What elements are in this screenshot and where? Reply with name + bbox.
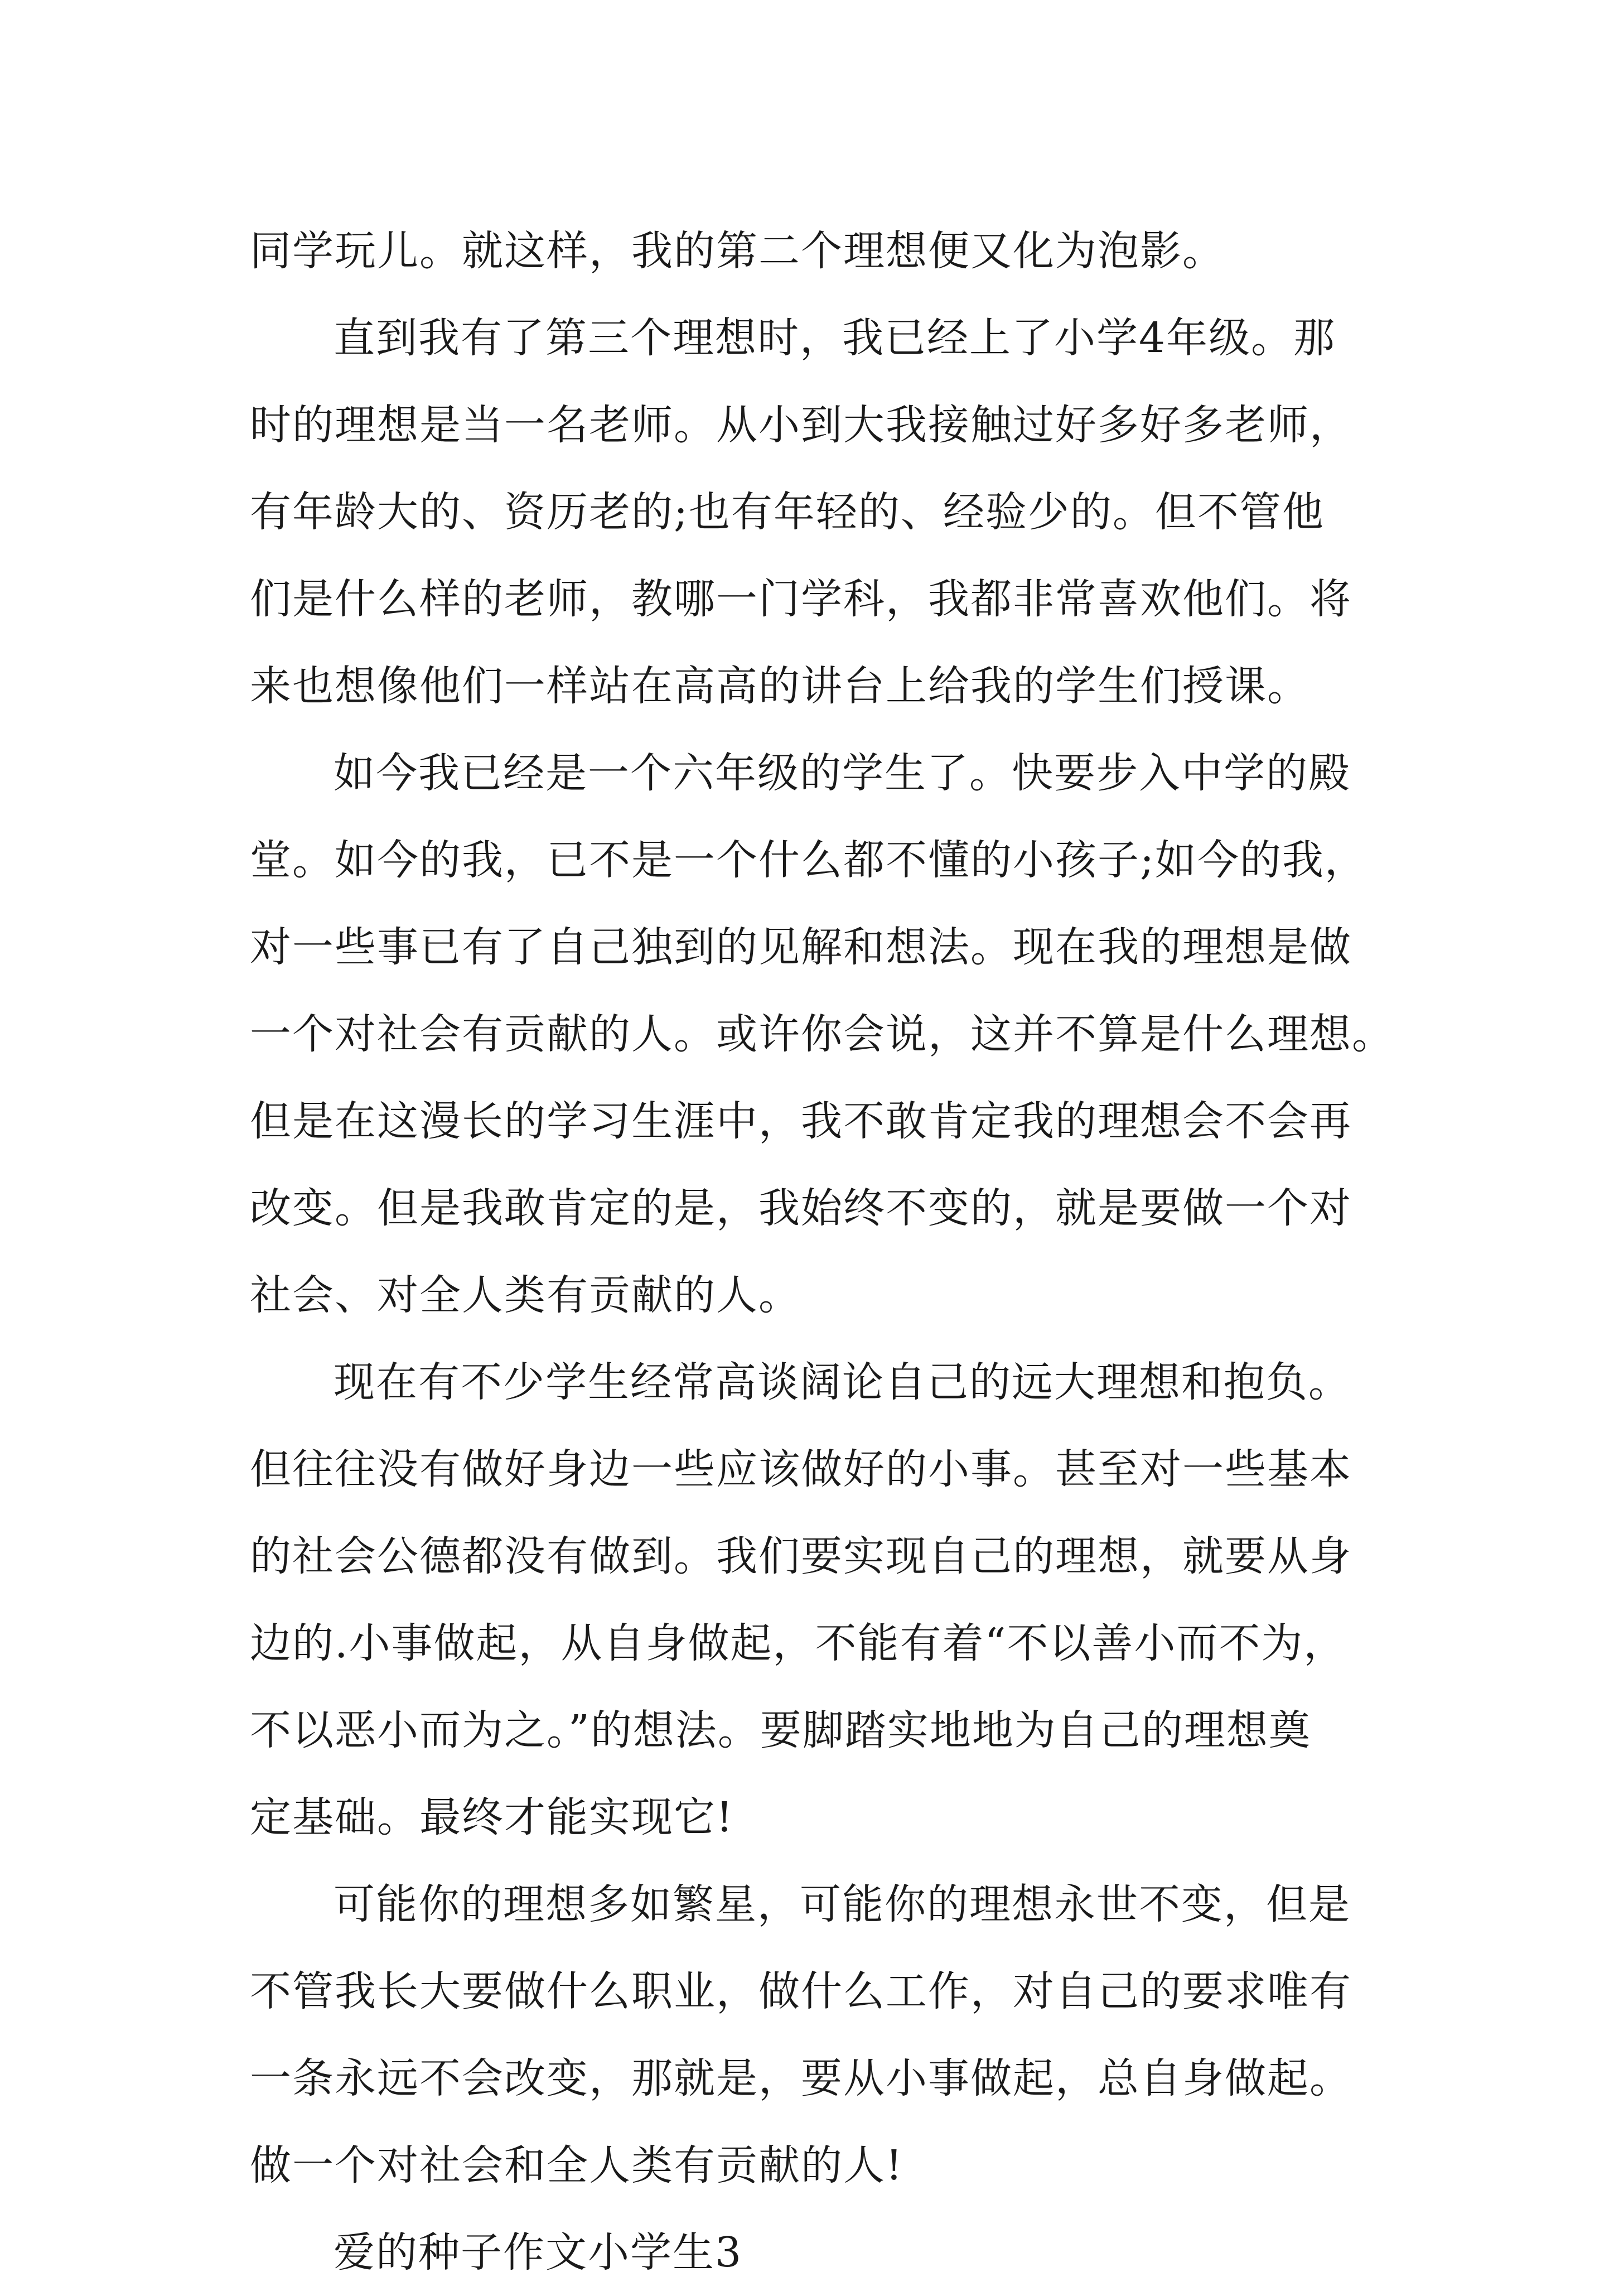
text-line: 对一些事已有了自己独到的见解和想法。现在我的理想是做 — [250, 923, 1352, 971]
text-line: 但往往没有做好身边一些应该做好的小事。甚至对一些基本 — [250, 1445, 1352, 1493]
text-line: 同学玩儿。就这样，我的第二个理想便又化为泡影。 — [250, 227, 1225, 275]
text-line: 不管我长大要做什么职业，做什么工作，对自己的要求唯有 — [250, 1967, 1352, 2015]
text-line: 不以恶小而为之。”的想法。要脚踏实地地为自己的理想奠 — [250, 1706, 1311, 1754]
text-line: 一个对社会有贡献的人。或许你会说，这并不算是什么理想。 — [250, 1010, 1394, 1058]
text-line: 堂。如今的我，已不是一个什么都不懂的小孩子;如今的我， — [250, 836, 1367, 884]
paragraph-first-line: 直到我有了第三个理想时，我已经上了小学4年级。那 — [334, 314, 1336, 362]
text-line: 的社会公德都没有做到。我们要实现自己的理想，就要从身 — [250, 1532, 1352, 1580]
essay-body — [250, 208, 1394, 2296]
paragraph-first-line: 爱的种子作文小学生3 — [334, 2229, 743, 2276]
text-line: 有年龄大的、资历老的;也有年轻的、经验少的。但不管他 — [250, 488, 1325, 536]
text-line: 来也想像他们一样站在高高的讲台上给我的学生们授课。 — [250, 662, 1309, 710]
paragraph-first-line: 现在有不少学生经常高谈阔论自己的远大理想和抱负。 — [334, 1358, 1351, 1406]
text-line: 边的.小事做起，从自身做起，不能有着“不以善小而不为， — [250, 1619, 1346, 1667]
text-line: 做一个对社会和全人类有贡献的人! — [250, 2141, 903, 2189]
text-line: 们是什么样的老师，教哪一门学科，我都非常喜欢他们。将 — [250, 575, 1352, 623]
text-line: 定基础。最终才能实现它! — [250, 1793, 734, 1841]
text-line: 但是在这漫长的学习生涯中，我不敢肯定我的理想会不会再 — [250, 1097, 1352, 1145]
text-line: 改变。但是我敢肯定的是，我始终不变的，就是要做一个对 — [250, 1184, 1352, 1232]
paragraph-first-line: 如今我已经是一个六年级的学生了。快要步入中学的殿 — [334, 749, 1351, 797]
paragraph-first-line: 可能你的理想多如繁星，可能你的理想永世不变，但是 — [334, 1880, 1351, 1928]
text-line: 一条永远不会改变，那就是，要从小事做起，总自身做起。 — [250, 2054, 1352, 2102]
text-line: 时的理想是当一名老师。从小到大我接触过好多好多老师， — [250, 401, 1352, 449]
text-line: 社会、对全人类有贡献的人。 — [250, 1271, 801, 1319]
